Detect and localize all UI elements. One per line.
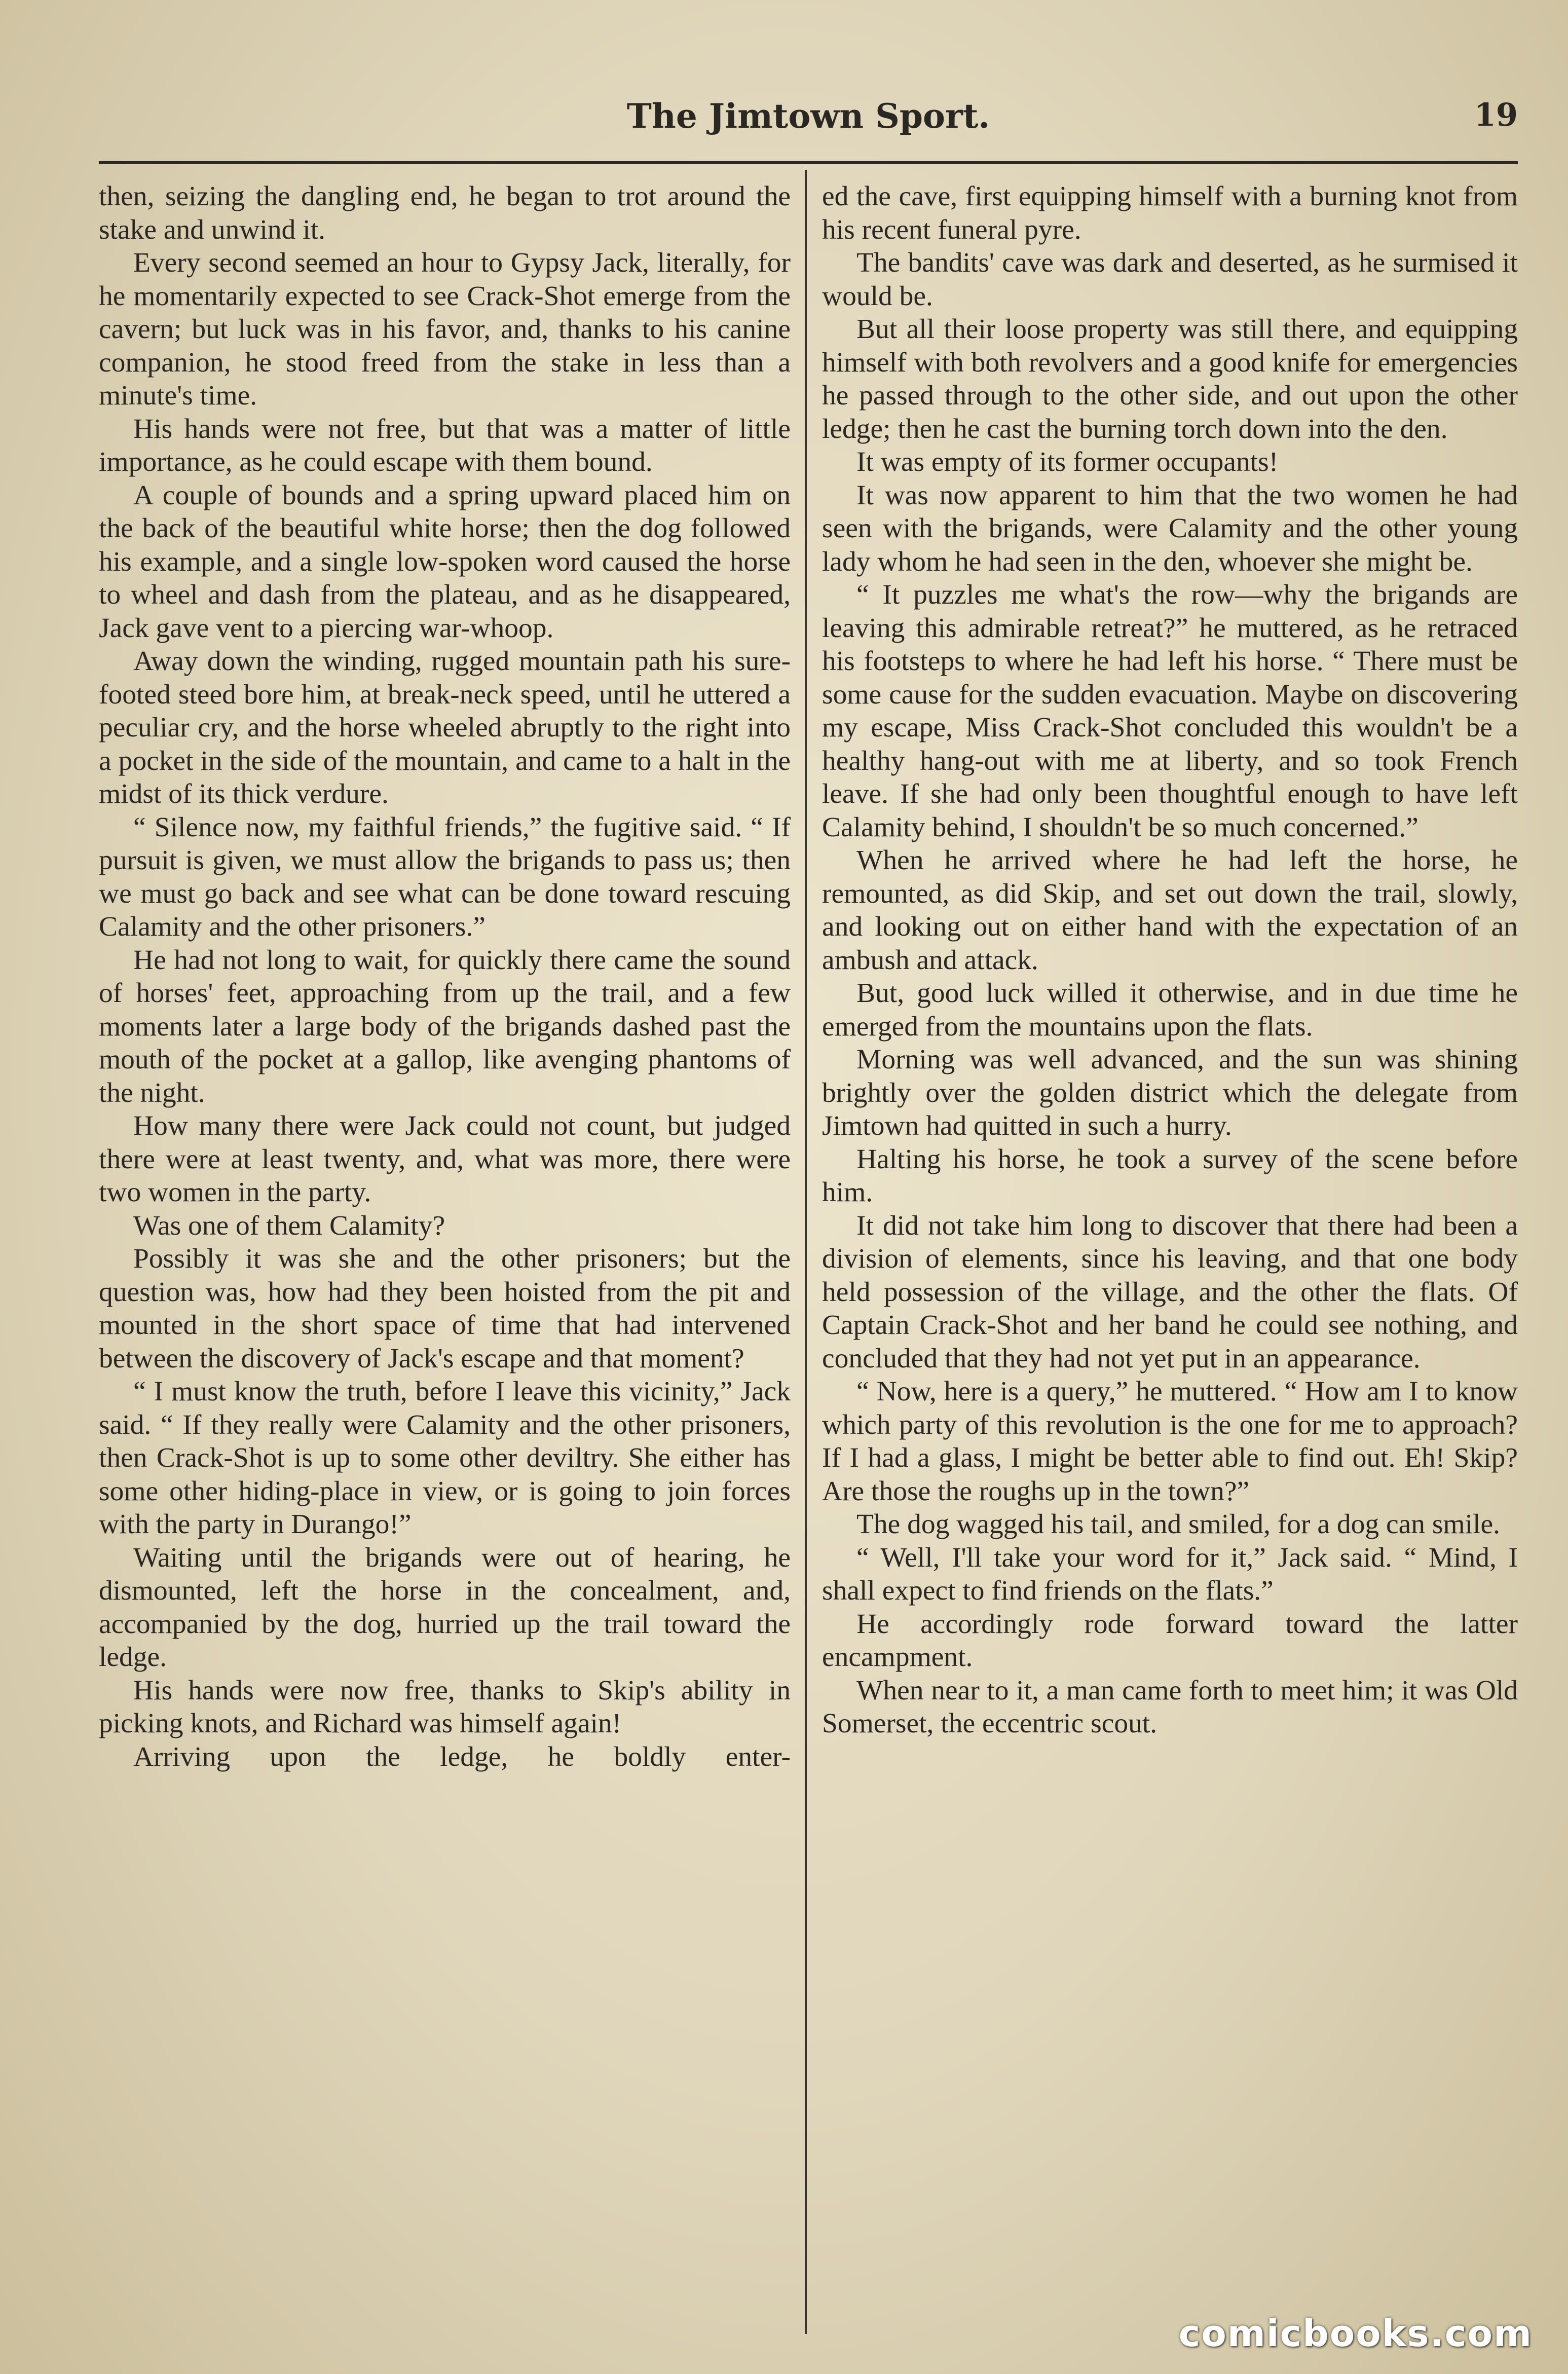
paragraph: Halting his horse, he took a survey of the scene before him. bbox=[822, 1143, 1518, 1208]
paragraph: When he arrived where he had left the horse, he remounted, as did Skip, and set out down the trail, slowly, and looking out on either hand with the expectation of an ambush and attack. bbox=[822, 845, 1518, 976]
paragraph: He accordingly rode forward toward the latter encampment. bbox=[822, 1608, 1518, 1673]
watermark: comicbooks.com bbox=[1178, 2312, 1533, 2355]
right-column bbox=[822, 180, 1518, 2324]
paragraph: Every second seemed an hour to Gypsy Jack, literally, for he momentarily expected to see Crack-Shot emerge from the cavern; but luck was in his favor, and, thanks to his canine companion, he stood freed from the stake in less than a minute's time. bbox=[99, 247, 791, 411]
paragraph: Possibly it was she and the other prisoners; but the question was, how had they been hoisted from the pit and mounted in the short space of time that had intervened between the discovery of Jack's escape and that moment? bbox=[99, 1243, 791, 1374]
paragraph: Arriving upon the ledge, he boldly enter- bbox=[133, 1741, 791, 1772]
paragraph: “ Well, I'll take your word for it,” Jack said. “ Mind, I shall expect to find friends on the flats.” bbox=[822, 1542, 1518, 1606]
paragraph: He had not long to wait, for quickly there came the sound of horses' feet, approaching from up the trail, and a few moments later a large body of the brigands dashed past the mouth of the pocket at a gallop, like avenging phantoms of the night. bbox=[99, 944, 791, 1108]
paragraph: His hands were now free, thanks to Skip's ability in picking knots, and Richard was himself again! bbox=[99, 1675, 791, 1739]
running-header bbox=[99, 91, 1518, 147]
paragraph: A couple of bounds and a spring upward placed him on the back of the beautiful white horse; then the dog followed his example, and a single low-spoken word caused the horse to wheel and dash from the plateau, and as he disappeared, Jack gave vent to a piercing war-whoop. bbox=[99, 479, 791, 644]
paragraph: Was one of them Calamity? bbox=[133, 1210, 445, 1241]
header-rule bbox=[99, 161, 1518, 164]
paragraph: Waiting until the brigands were out of hearing, he dismounted, left the horse in the concealment, and, accompanied by the dog, hurried up the trail toward the ledge. bbox=[99, 1542, 791, 1673]
paragraph: then, seizing the dangling end, he began to trot around the stake and unwind it. bbox=[99, 181, 791, 245]
paragraph: How many there were Jack could not count, but judged there were at least twenty, and, what was more, there were two women in the party. bbox=[99, 1110, 791, 1208]
paragraph: ed the cave, first equipping himself with a burning knot from his recent funeral pyre. bbox=[822, 181, 1518, 245]
paragraph: When near to it, a man came forth to meet him; it was Old Somerset, the eccentric scout. bbox=[822, 1675, 1518, 1739]
paragraph: The dog wagged his tail, and smiled, for a dog can smile. bbox=[856, 1509, 1501, 1540]
paragraph: It was now apparent to him that the two women he had seen with the brigands, were Calamity and the other young lady whom he had seen in the den, whoever she might be. bbox=[822, 479, 1518, 577]
paragraph: “ It puzzles me what's the row—why the brigands are leaving this admirable retreat?” he muttered, as he retraced his footsteps to where he had left his horse. “ There must be some cause for the sudden evacuation. Maybe on discovering my escape, Miss Crack-Shot concluded this wouldn't be a healthy hang-out with me at liberty, and so took French leave. If she had only been thoughtful enough to have left Calamity behind, I shouldn't be so much concerned.” bbox=[822, 579, 1518, 843]
paragraph: Morning was well advanced, and the sun was shining brightly over the golden district which the delegate from Jimtown had quitted in such a hurry. bbox=[822, 1044, 1518, 1141]
paragraph: Away down the winding, rugged mountain path his sure-footed steed bore him, at break-neck speed, until he uttered a peculiar cry, and the horse wheeled abruptly to the right into a pocket in the side of the mountain, and came to a halt in the midst of its thick verdure. bbox=[99, 646, 791, 809]
page-number: 19 bbox=[1474, 96, 1518, 133]
column-divider bbox=[805, 170, 807, 2334]
paragraph: The bandits' cave was dark and deserted, as he surmised it would be. bbox=[822, 247, 1518, 312]
paragraph: “ I must know the truth, before I leave this vicinity,” Jack said. “ If they really were Calamity and the other prisoners, then Crack-Shot is up to some other deviltry. She either has some other hiding-place in view, or is going to join forces with the party in Durango!” bbox=[99, 1376, 791, 1540]
paragraph: “ Silence now, my faithful friends,” the fugitive said. “ If pursuit is given, we must allow the brigands to pass us; then we must go back and see what can be done toward rescuing Calamity and the other prisoners.” bbox=[99, 811, 791, 942]
paragraph: It did not take him long to discover that there had been a division of elements, since his leaving, and that one body held possession of the village, and the other the flats. Of Captain Crack-Shot and her band he could see nothing, and concluded that they had not yet put in an appearance. bbox=[822, 1210, 1518, 1374]
paragraph: It was empty of its former occupants! bbox=[856, 447, 1279, 477]
left-column bbox=[99, 180, 791, 2324]
paragraph: But all their loose property was still there, and equipping himself with both revolvers and a good knife for emergencies he passed through to the other side, and out upon the other ledge; then he cast the burning torch down into the den. bbox=[822, 314, 1518, 444]
header-title: The Jimtown Sport. bbox=[626, 96, 990, 136]
paragraph: “ Now, here is a query,” he muttered. “ How am I to know which party of this revolution is the one for me to approach? If I had a glass, I might be better able to find out. Eh! Skip? Are those the roughs up in the town?” bbox=[822, 1376, 1518, 1507]
paragraph: His hands were not free, but that was a matter of little importance, as he could escape with them bound. bbox=[99, 413, 791, 477]
paragraph: But, good luck willed it otherwise, and in due time he emerged from the mountains upon the flats. bbox=[822, 978, 1518, 1042]
